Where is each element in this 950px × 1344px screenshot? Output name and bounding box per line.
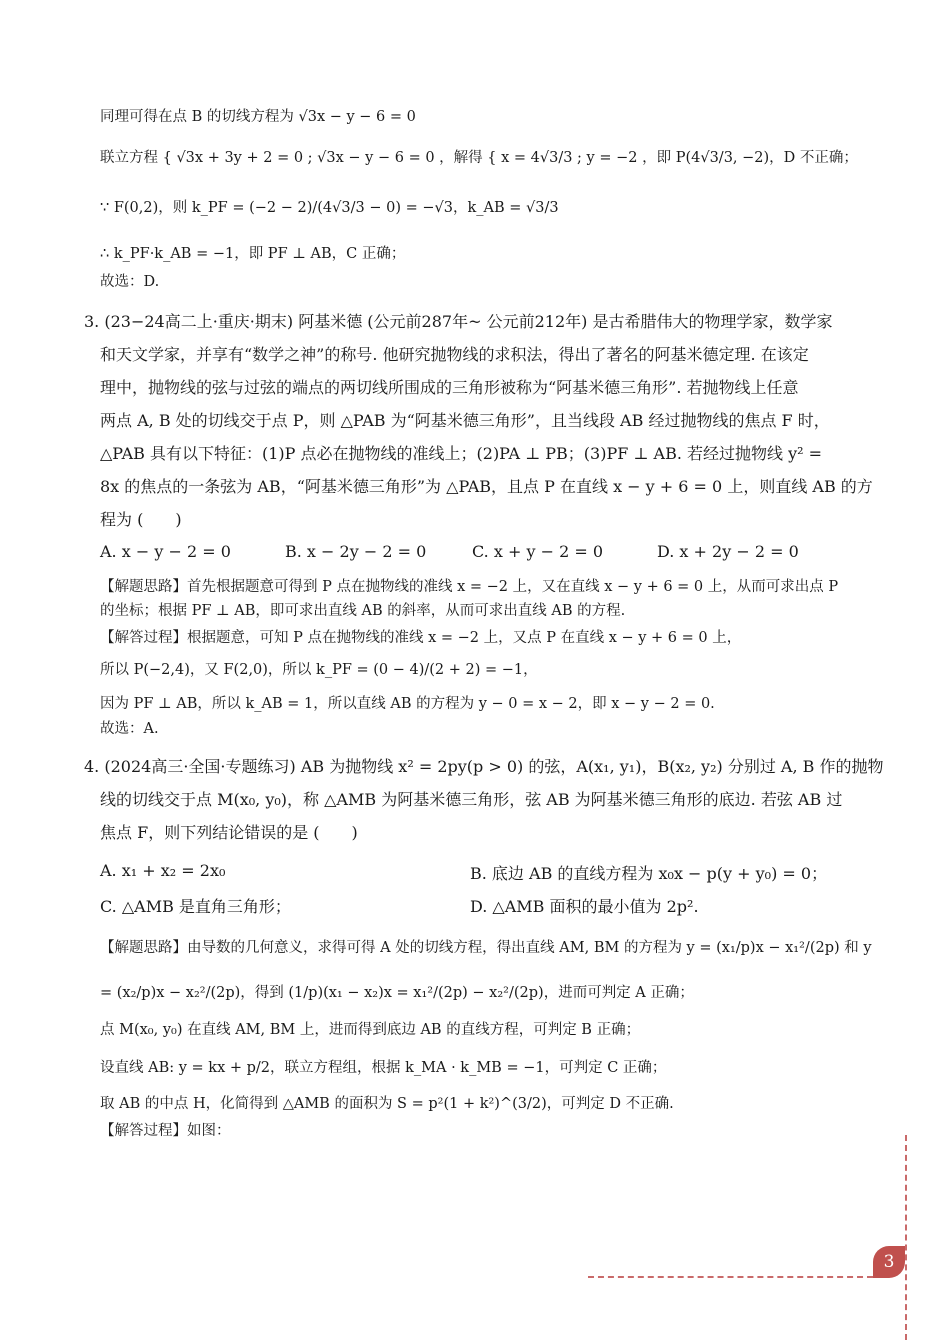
q3-idea-line-2: 的坐标；根据 PF ⊥ AB，即可求出直线 AB 的斜率，从而可求出直线 AB 的方程.	[100, 603, 626, 619]
page-corner-dashed-horizontal	[588, 1276, 873, 1278]
q4-idea-line-1: 【解题思路】由导数的几何意义，求得可得 A 处的切线方程，得出直线 AM, BM 的方程为 y = (x₁/p)x − x₁²/(2p) 和 y	[100, 940, 872, 956]
q3-line-6: 8x 的焦点的一条弦为 AB，“阿基米德三角形”为 △PAB，且点 P 在直线 x − y + 6 = 0 上，则直线 AB 的方	[100, 477, 873, 496]
q4-option-a: A. x₁ + x₂ = 2x₀	[100, 861, 226, 880]
q4-idea-line-4: 设直线 AB: y = kx + p/2，联立方程组，根据 k_MA · k_MB = −1，可判定 C 正确；	[100, 1060, 667, 1076]
q3-idea-line-1: 【解题思路】首先根据题意可得到 P 点在抛物线的准线 x = −2 上，又在直线 x − y + 6 = 0 上，从而可求出点 P	[100, 579, 839, 595]
page-corner-dashed-vertical	[905, 1135, 907, 1340]
q3-line-3: 理中，抛物线的弦与过弦的端点的两切线所围成的三角形被称为“阿基米德三角形”. 若抛物线上任意	[100, 378, 799, 397]
q3-option-d: D. x + 2y − 2 = 0	[657, 542, 799, 561]
q4-line-1: 4. (2024高三·全国·专题练习) AB 为抛物线 x² = 2py(p > 0) 的弦，A(x₁, y₁)，B(x₂, y₂) 分别过 A, B 作的抛物	[84, 757, 884, 776]
q3-line-4: 两点 A, B 处的切线交于点 P，则 △PAB 为“阿基米德三角形”，且当线段 AB 经过抛物线的焦点 F 时，	[100, 411, 830, 430]
q4-option-b: B. 底边 AB 的直线方程为 x₀x − p(y + y₀) = 0；	[470, 864, 828, 883]
q4-option-c: C. △AMB 是直角三角形；	[100, 897, 291, 916]
page-number-badge: 3	[873, 1246, 905, 1278]
prev-solution-line-5: 故选：D.	[100, 274, 160, 290]
q3-option-b: B. x − 2y − 2 = 0	[285, 542, 427, 561]
q4-idea-line-5: 取 AB 的中点 H，化简得到 △AMB 的面积为 S = p²(1 + k²)^(3/2)，可判定 D 不正确.	[100, 1096, 674, 1112]
q3-process-line-1: 【解答过程】根据题意，可知 P 点在抛物线的准线 x = −2 上，又点 P 在直线 x − y + 6 = 0 上，	[100, 630, 742, 646]
q3-option-a: A. x − y − 2 = 0	[100, 542, 231, 561]
prev-solution-line-2: 联立方程 { √3x + 3y + 2 = 0 ; √3x − y − 6 = 0 ，解得 { x = 4√3/3 ; y = −2 ，即 P(4√3/3, −2)，D 不正确；	[100, 150, 858, 166]
q3-process-line-2: 所以 P(−2,4)，又 F(2,0)，所以 k_PF = (0 − 4)/(2 + 2) = −1，	[100, 662, 538, 678]
q3-process-line-3: 因为 PF ⊥ AB，所以 k_AB = 1，所以直线 AB 的方程为 y − 0 = x − 2，即 x − y − 2 = 0.	[100, 696, 715, 712]
q3-line-1: 3. (23−24高二上·重庆·期末) 阿基米德 (公元前287年~ 公元前212年) 是古希腊伟大的物理学家，数学家	[84, 312, 833, 331]
q3-line-2: 和天文学家，并享有“数学之神”的称号. 他研究抛物线的求积法，得出了著名的阿基米德定理. 在该定	[100, 345, 809, 364]
q3-option-c: C. x + y − 2 = 0	[472, 542, 603, 561]
q4-idea-line-3: 点 M(x₀, y₀) 在直线 AM, BM 上，进而得到底边 AB 的直线方程，可判定 B 正确；	[100, 1022, 641, 1038]
q4-idea-line-2: = (x₂/p)x − x₂²/(2p)，得到 (1/p)(x₁ − x₂)x = x₁²/(2p) − x₂²/(2p)，进而可判定 A 正确；	[100, 985, 694, 1001]
q4-option-d: D. △AMB 面积的最小值为 2p².	[470, 897, 699, 916]
q4-process-line-1: 【解答过程】如图：	[100, 1123, 231, 1139]
q4-line-2: 线的切线交于点 M(x₀, y₀)，称 △AMB 为阿基米德三角形，弦 AB 为阿基米德三角形的底边. 若弦 AB 过	[100, 790, 843, 809]
q3-line-5: △PAB 具有以下特征：(1)P 点必在抛物线的准线上；(2)PA ⊥ PB；(3)PF ⊥ AB. 若经过抛物线 y² =	[100, 444, 823, 463]
q4-line-3: 焦点 F，则下列结论错误的是 ( )	[100, 823, 358, 842]
prev-solution-line-3: ∵ F(0,2)，则 k_PF = (−2 − 2)/(4√3/3 − 0) = −√3，k_AB = √3/3	[100, 200, 559, 216]
prev-solution-line-1: 同理可得在点 B 的切线方程为 √3x − y − 6 = 0	[100, 109, 416, 125]
q3-process-line-4: 故选：A.	[100, 721, 159, 737]
prev-solution-line-4: ∴ k_PF·k_AB = −1，即 PF ⊥ AB，C 正确；	[100, 246, 406, 262]
q3-line-7: 程为 ( )	[100, 510, 182, 529]
